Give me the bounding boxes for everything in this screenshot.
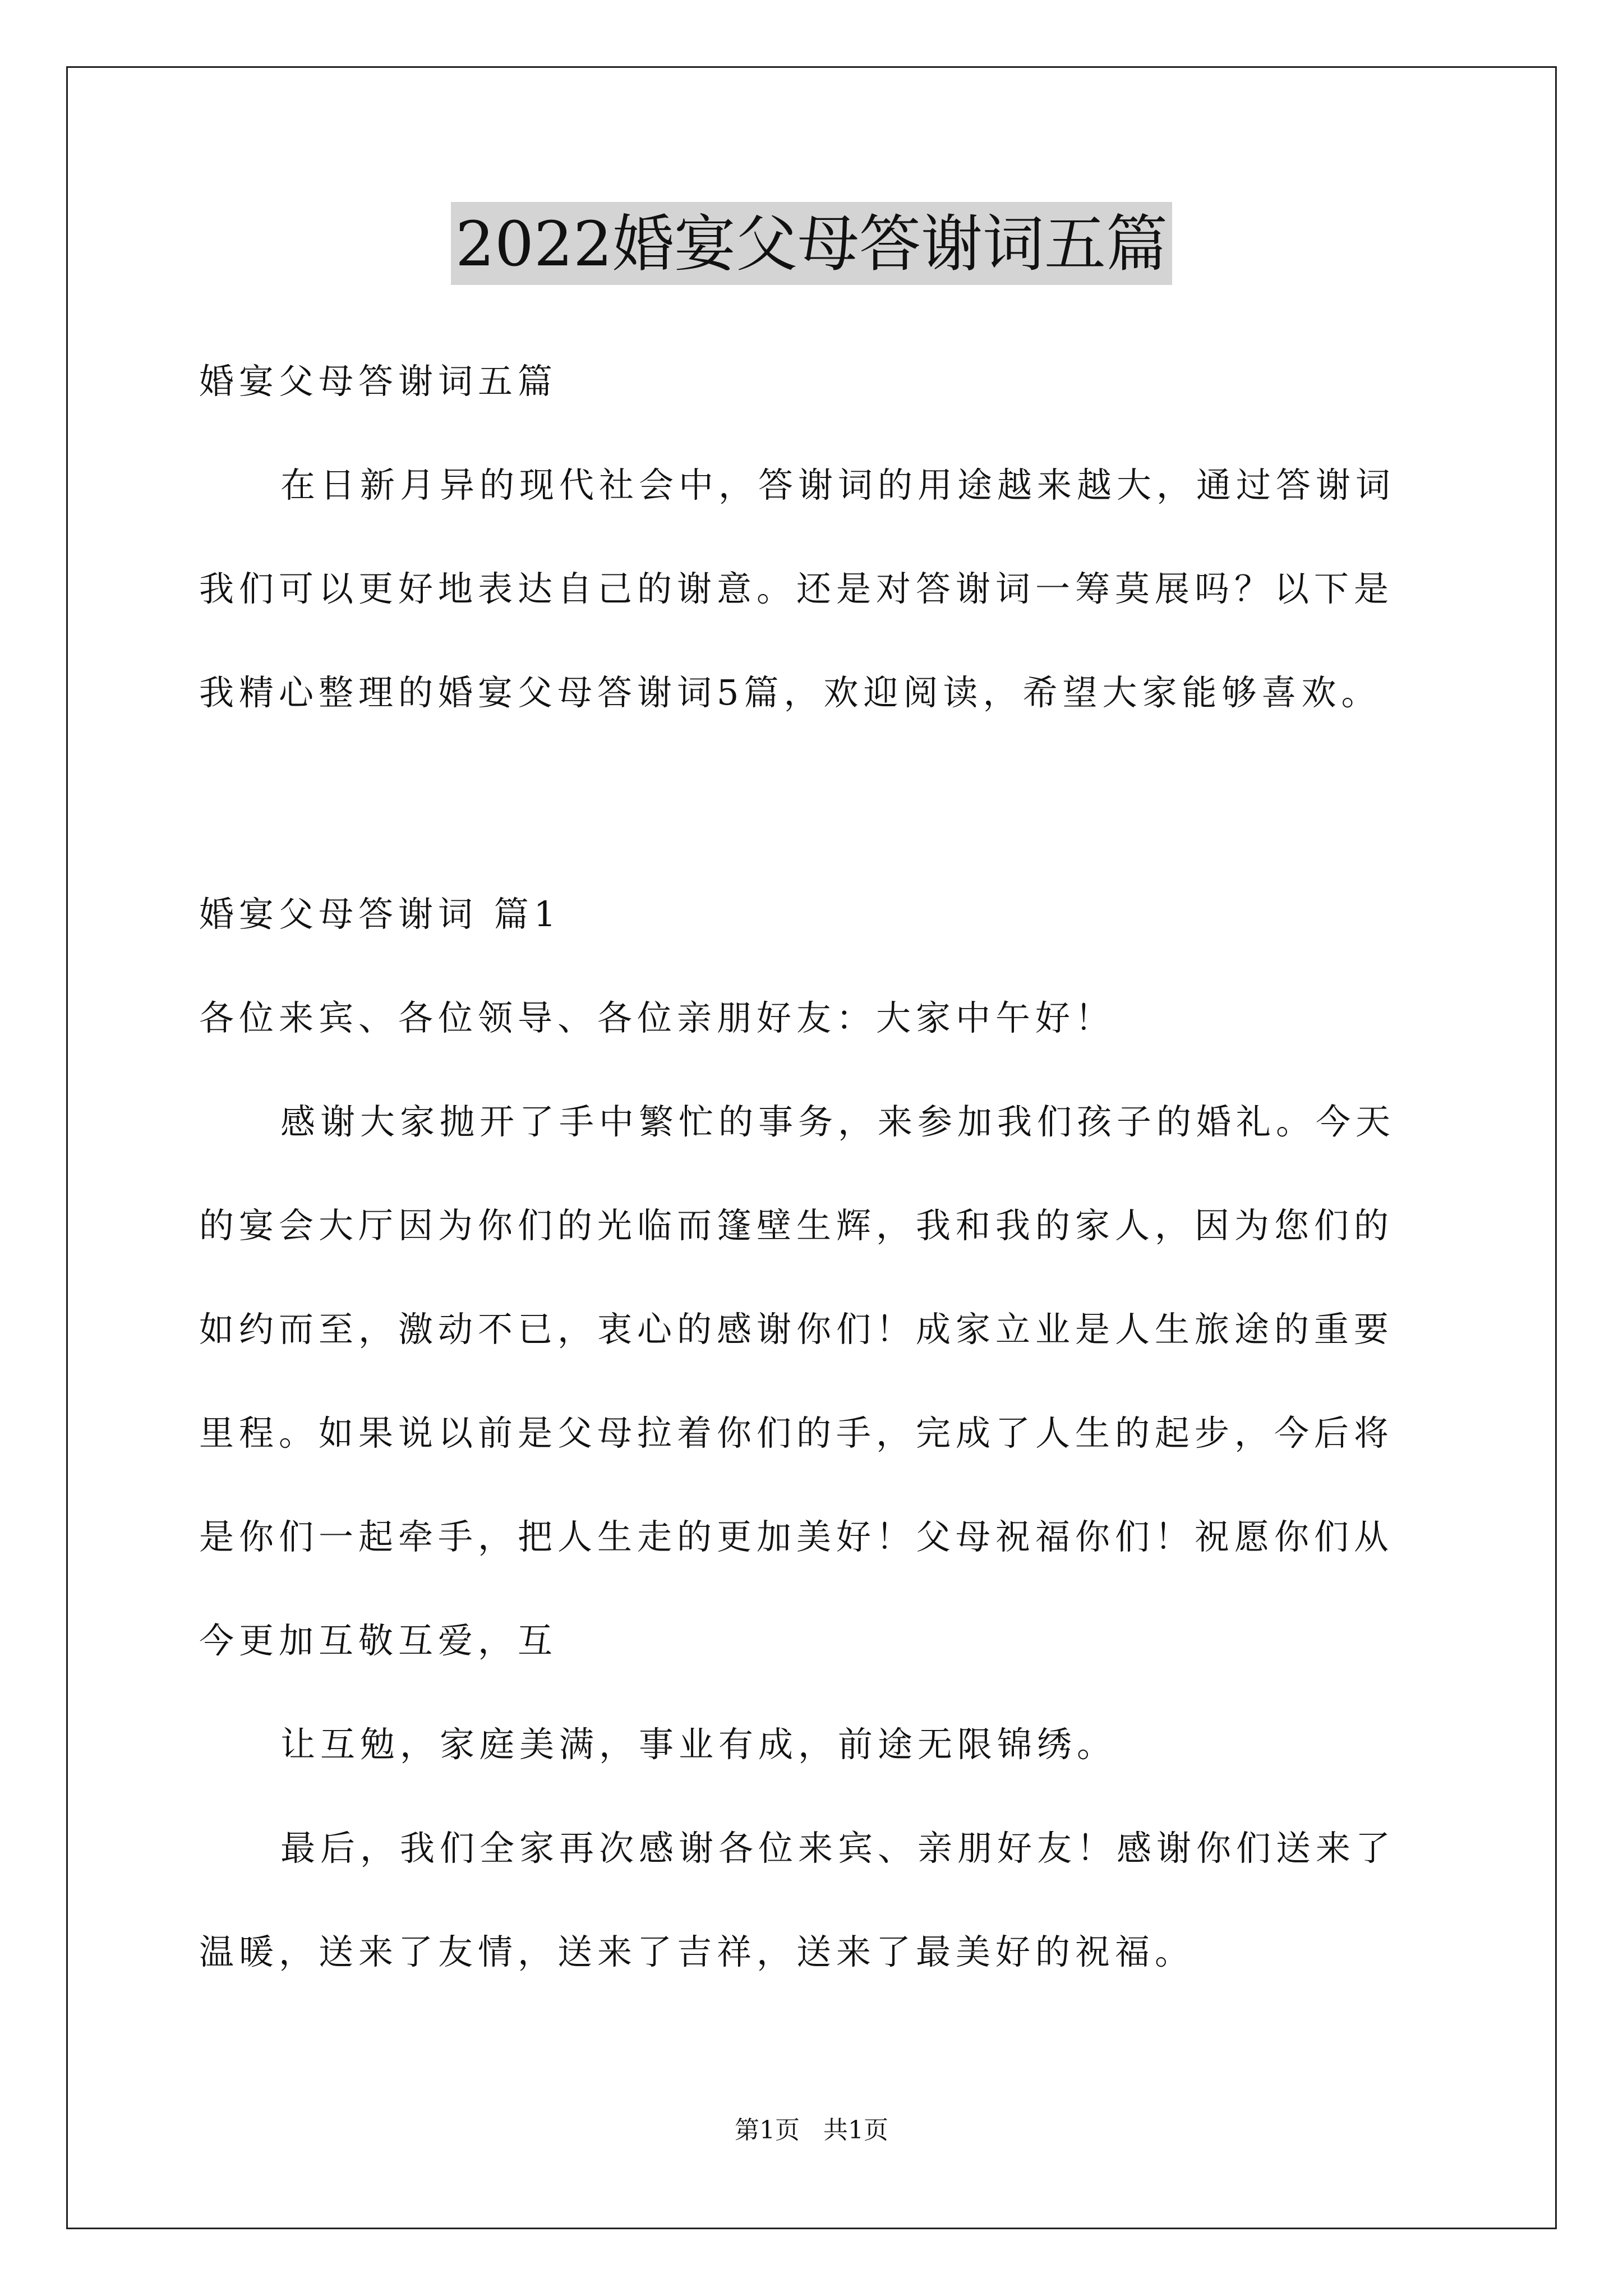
body-line: 是你们一起牵手，把人生走的更加美好！父母祝福你们！祝愿你们从 bbox=[199, 1516, 1394, 1557]
document-subtitle: 婚宴父母答谢词五篇 bbox=[199, 361, 558, 402]
intro-line: 在日新月异的现代社会中，答谢词的用途越来越大，通过答谢词 bbox=[280, 464, 1396, 505]
document-title: 2022婚宴父母答谢词五篇 bbox=[451, 202, 1172, 285]
body-line: 的宴会大厅因为你们的光临而篷壁生辉，我和我的家人，因为您们的 bbox=[199, 1205, 1394, 1246]
intro-line: 我精心整理的婚宴父母答谢词5篇，欢迎阅读，希望大家能够喜欢。 bbox=[199, 672, 1381, 713]
section-heading: 婚宴父母答谢词 篇1 bbox=[199, 894, 561, 935]
body-line: 里程。如果说以前是父母拉着你们的手，完成了人生的起步，今后将 bbox=[199, 1412, 1394, 1453]
body-line: 如约而至，激动不已，衷心的感谢你们！成家立业是人生旅途的重要 bbox=[199, 1309, 1394, 1350]
closing-line: 温暖，送来了友情，送来了吉祥，送来了最美好的祝福。 bbox=[199, 1931, 1195, 1972]
page-footer: 第1页 共1页 bbox=[735, 2116, 888, 2145]
body-line: 感谢大家抛开了手中繁忙的事务，来参加我们孩子的婚礼。今天 bbox=[280, 1101, 1396, 1142]
closing-line: 最后，我们全家再次感谢各位来宾、亲朋好友！感谢你们送来了 bbox=[280, 1828, 1396, 1869]
paragraph-line: 让互勉，家庭美满，事业有成，前途无限锦绣。 bbox=[280, 1724, 1117, 1765]
intro-line: 我们可以更好地表达自己的谢意。还是对答谢词一筹莫展吗？以下是 bbox=[199, 568, 1394, 609]
body-line: 今更加互敬互爱，互 bbox=[199, 1620, 558, 1661]
title-wrap bbox=[0, 202, 1623, 285]
greeting-line: 各位来宾、各位领导、各位亲朋好友：大家中午好！ bbox=[199, 997, 1115, 1038]
